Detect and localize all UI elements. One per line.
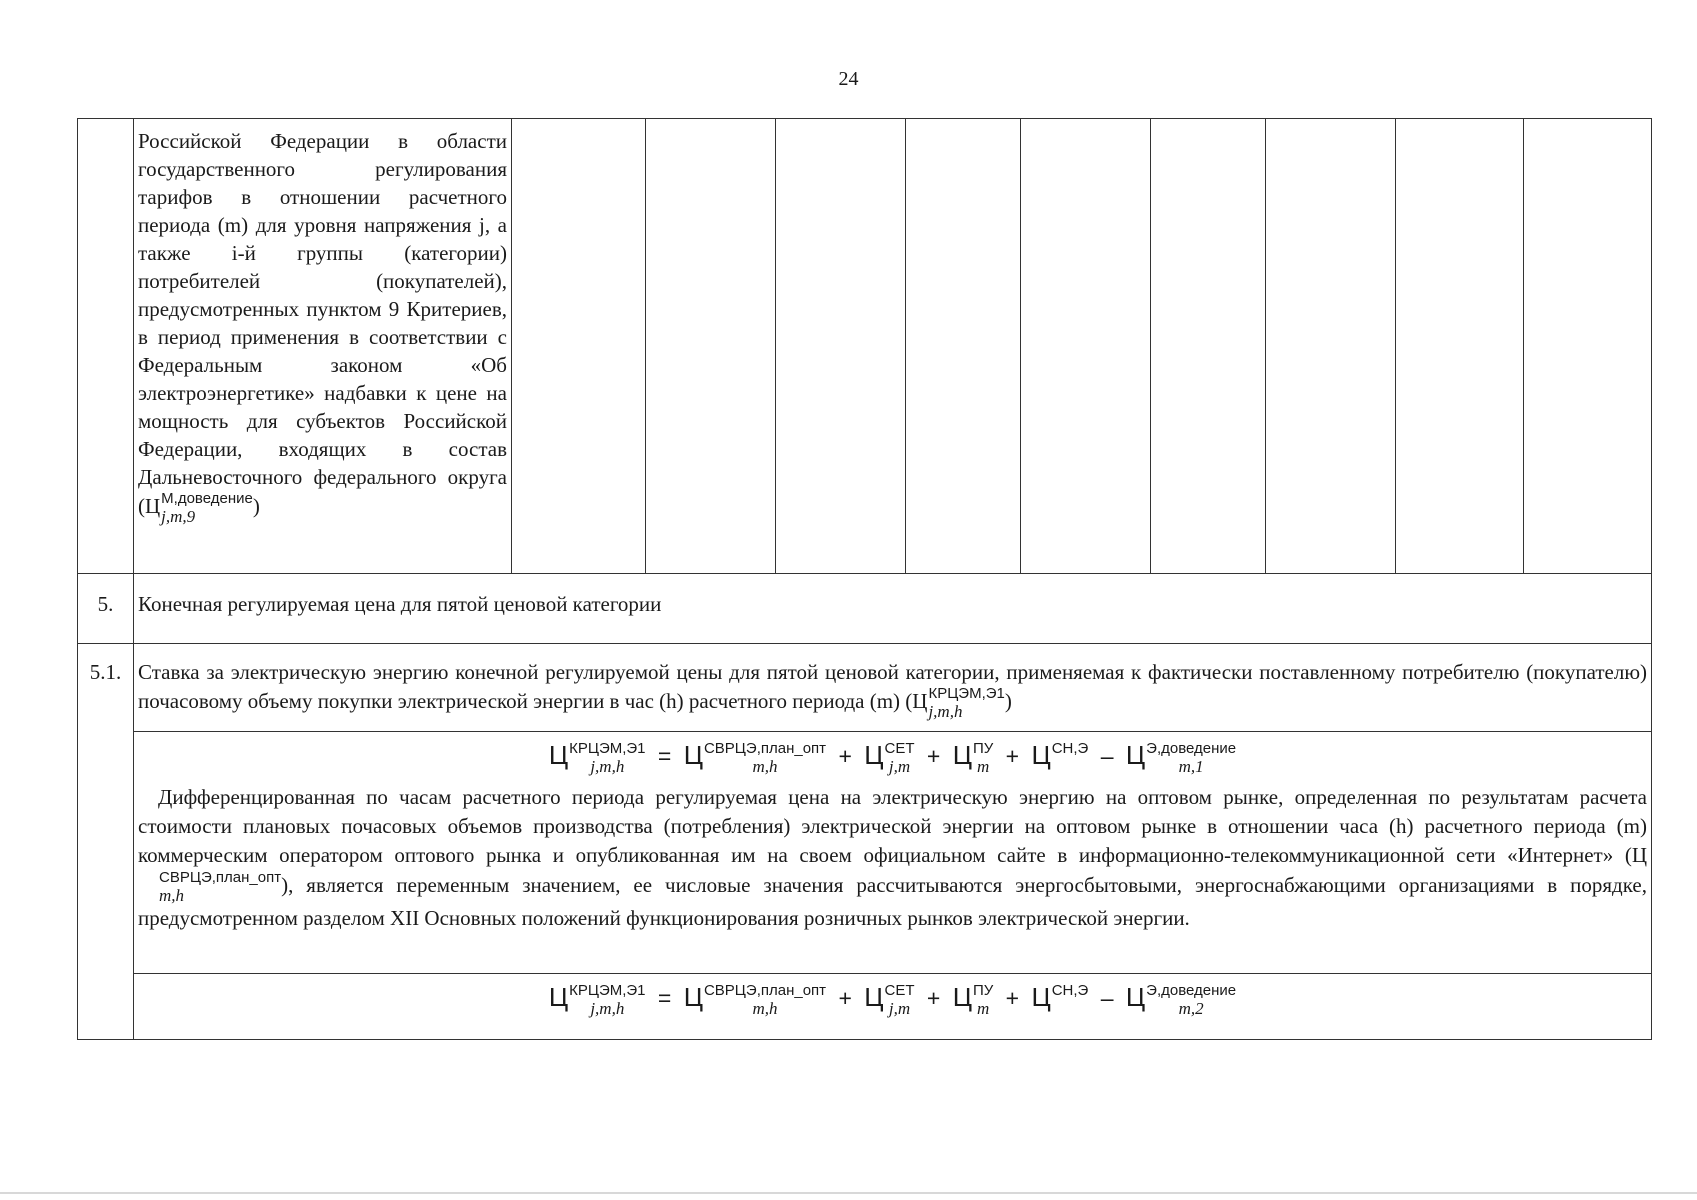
price-symbol-sup-sub: М,доведение j,m,9	[161, 490, 253, 526]
data-cell	[1021, 119, 1151, 574]
formula-1: Ц КРЦЭМ,Э1 j,m,h = Ц СВРЦЭ,план_опт m,h + Ц СЕТ j,m + Ц ПУ m + Ц СН,Э – Ц Э,доведение m,1	[548, 739, 1237, 776]
table-row-formula-2	[78, 974, 1652, 1040]
data-cell	[512, 119, 646, 574]
table-row-formula-1	[78, 732, 1652, 974]
row-number: 5.1.	[78, 644, 134, 1040]
number-cell-empty	[78, 119, 134, 574]
paragraph: Дифференцированная по часам расчетного периода регулируемая цена на электрическую энергию на оптовом рынке, определенная по результатам расчета стоимости плановых почасовых объемов производства (потребления) электрической энергии на оптовом рынке в отношении часа (h) расчетного периода (m) коммерческим оператором оптового рынка и опубликованная им на своем официальном сайте в информационно-телекоммуникационной сети «Интернет» (Ц СВРЦЭ,план_опт m,h ), является переменным значением, ее числовые значения рассчитываются энергосбытовыми, энергоснабжающими организациями в порядке, предусмотренном разделом XII Основных положений функционирования розничных рынков электрической энергии.	[138, 784, 1647, 930]
data-cell	[776, 119, 906, 574]
description-text: Российской Федерации в области государственного регулирования тарифов в отношении расчетного периода (m) для уровня напряжения j, а также i-й группы (категории) потребителей (покупателей), предусмотренных пунктом 9 Критериев, в период применения в соответствии с Федеральным законом «Об электроэнергетике» надбавки к цене на мощность для субъектов Российской Федерации, входящих в состав Дальневосточного федерального округа (Ц	[138, 129, 507, 518]
data-cell	[1151, 119, 1266, 574]
row-5-1-text-cell: Ставка за электрическую энергию конечной регулируемой цены для пятой ценовой категории, применяемая к фактически поставленному потребителю (покупателю) почасовому объему покупки электрической энергии в час (h) расчетного периода (m) (Ц КРЦЭМ,Э1 j,m,h )	[134, 644, 1652, 732]
data-cell	[1396, 119, 1524, 574]
row-5-text: Конечная регулируемая цена для пятой ценовой категории	[138, 592, 662, 616]
scan-edge-line	[0, 1192, 1697, 1194]
data-cell	[646, 119, 776, 574]
formula-2: Ц КРЦЭМ,Э1 j,m,h = Ц СВРЦЭ,план_опт m,h + Ц СЕТ j,m + Ц ПУ m + Ц СН,Э – Ц Э,доведение m,2	[548, 981, 1237, 1018]
price-symbol-sup-sub: СВРЦЭ,план_опт m,h	[159, 868, 282, 905]
table-row-5-1	[78, 644, 1652, 732]
price-symbol-sup-sub: КРЦЭМ,Э1 j,m,h	[928, 685, 1005, 721]
row-5-text-cell	[134, 574, 1652, 644]
row-5-1-text: Ставка за электрическую энергию конечной регулируемой цены для пятой ценовой категории, применяемая к фактически поставленному потребителю (покупателю) почасовому объему покупки электрической энергии в час (h) расчетного периода (m) (Ц	[138, 660, 1647, 713]
description-cell: Российской Федерации в области государственного регулирования тарифов в отношении расчетного периода (m) для уровня напряжения j, а также i-й группы (категории) потребителей (покупателей), предусмотренных пунктом 9 Критериев, в период применения в соответствии с Федеральным законом «Об электроэнергетике» надбавки к цене на мощность для субъектов Российской Федерации, входящих в состав Дальневосточного федерального округа (Ц М,доведение j,m,9 )	[134, 119, 512, 574]
tariff-table	[77, 118, 1652, 1040]
table-row-continuation	[78, 119, 1652, 574]
data-cell	[906, 119, 1021, 574]
data-cell	[1266, 119, 1396, 574]
formula-cell-1	[134, 732, 1652, 974]
data-cell	[1524, 119, 1652, 574]
formula-cell-2	[134, 974, 1652, 1040]
row-number: 5.	[78, 574, 134, 644]
table-row-5	[78, 574, 1652, 644]
page-number: 24	[838, 68, 859, 90]
